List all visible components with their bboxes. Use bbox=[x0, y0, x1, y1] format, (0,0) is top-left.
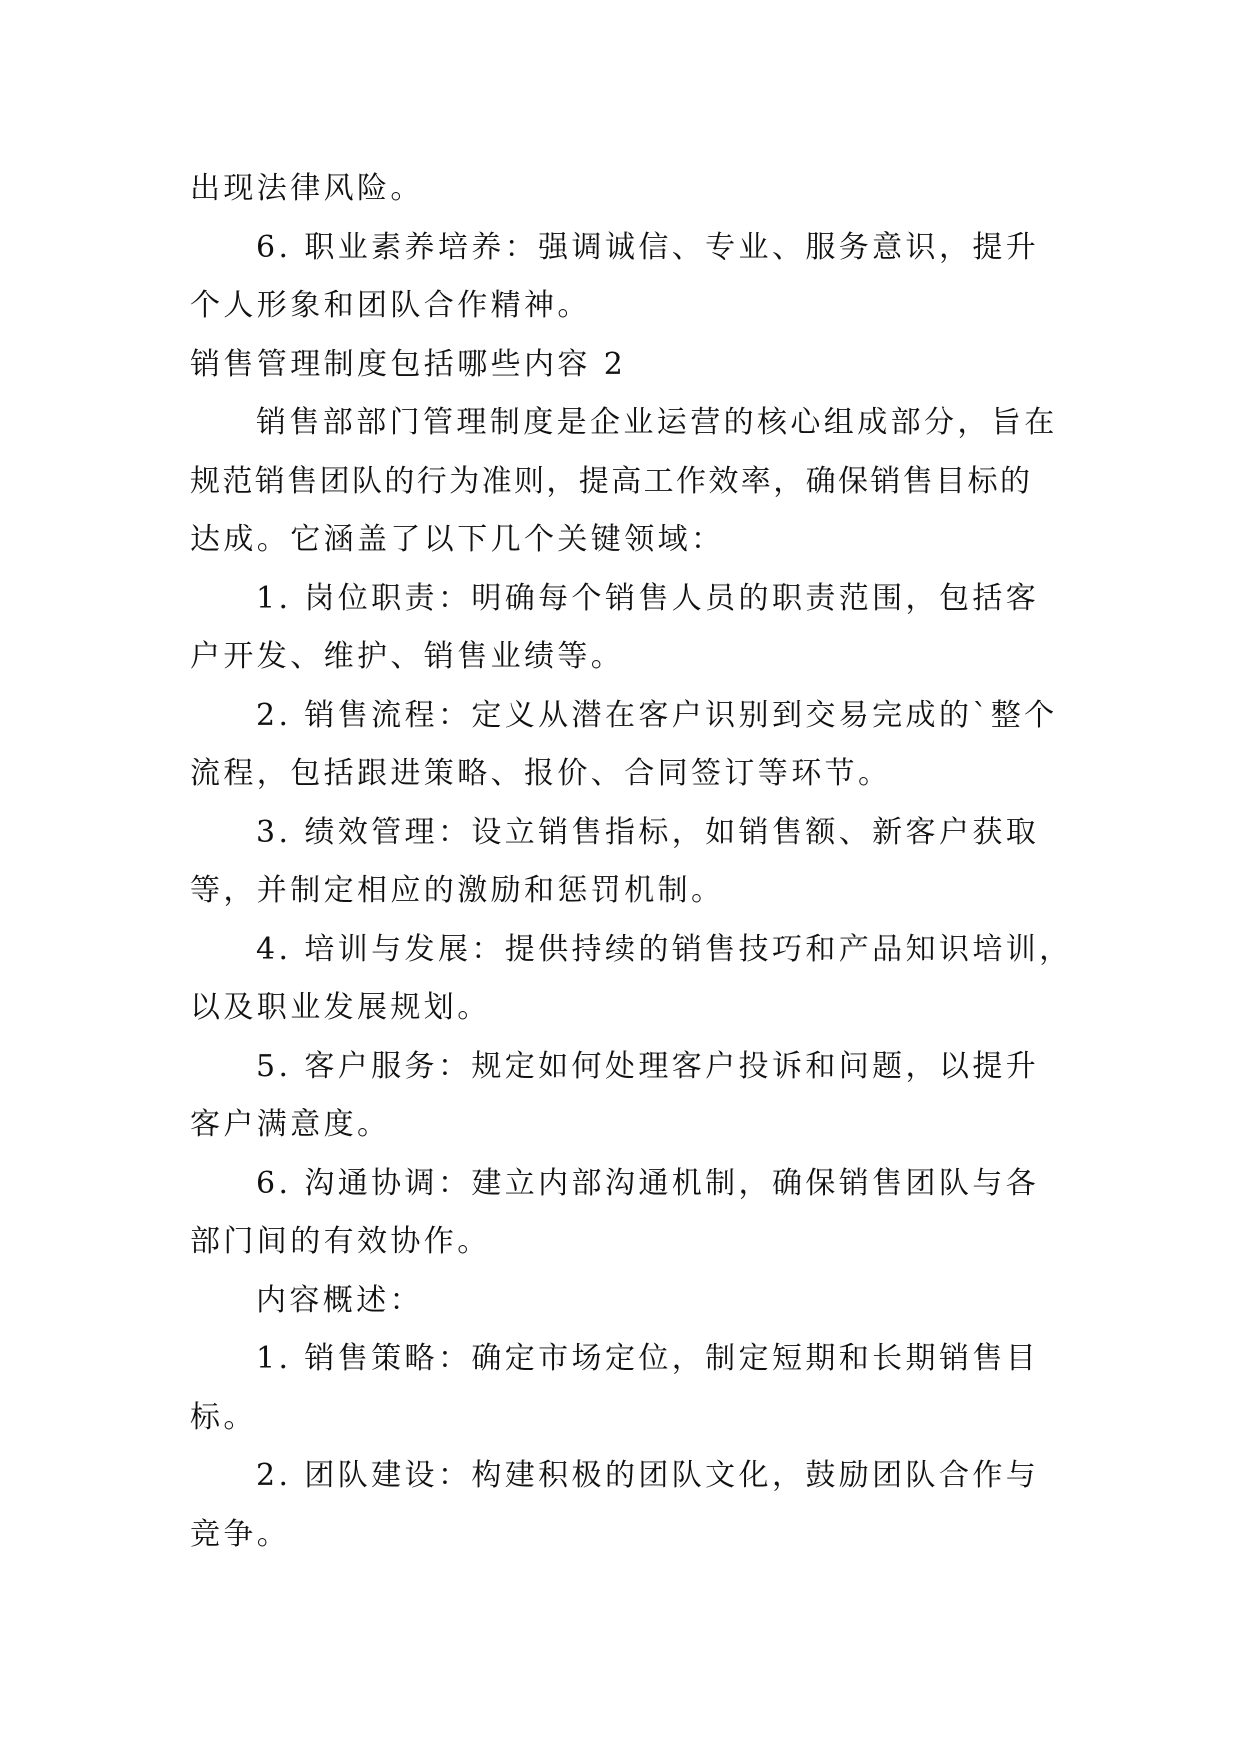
text-line: 以及职业发展规划。 bbox=[190, 990, 491, 1025]
subheading: 内容概述： bbox=[256, 1282, 423, 1318]
text-line: 户开发、维护、销售业绩等。 bbox=[190, 639, 625, 674]
text-line: 2. 团队建设：构建积极的团队文化，鼓励团队合作与 bbox=[256, 1458, 1040, 1493]
text-line: 1. 销售策略：确定市场定位，制定短期和长期销售目 bbox=[256, 1341, 1040, 1376]
text-line: 部门间的有效协作。 bbox=[190, 1224, 491, 1259]
text-line: 竞争。 bbox=[190, 1516, 291, 1552]
section-heading: 销售管理制度包括哪些内容 2 bbox=[190, 346, 627, 382]
document-page bbox=[190, 160, 1073, 1564]
text-line: 流程，包括跟进策略、报价、合同签订等环节。 bbox=[190, 756, 892, 791]
text-line: 等，并制定相应的激励和惩罚机制。 bbox=[190, 873, 725, 908]
text-line: 出现法律风险。 bbox=[190, 171, 424, 206]
text-line: 销售部部门管理制度是企业运营的核心组成部分，旨在 bbox=[256, 405, 1058, 440]
text-line: 6. 沟通协调：建立内部沟通机制，确保销售团队与各 bbox=[256, 1165, 1040, 1201]
text-line: 2. 销售流程：定义从潜在客户识别到交易完成的`整个 bbox=[256, 697, 1058, 733]
text-line: 3. 绩效管理：设立销售指标，如销售额、新客户获取 bbox=[256, 814, 1040, 850]
text-line: 6. 职业素养培养：强调诚信、专业、服务意识，提升 bbox=[256, 229, 1040, 265]
text-line: 标。 bbox=[190, 1399, 257, 1435]
text-line: 5. 客户服务：规定如何处理客户投诉和问题，以提升 bbox=[256, 1048, 1040, 1084]
text-line: 规范销售团队的行为准则，提高工作效率，确保销售目标的 bbox=[190, 463, 1033, 499]
text-line: 4. 培训与发展：提供持续的销售技巧和产品知识培训， bbox=[256, 931, 1073, 967]
text-line: 客户满意度。 bbox=[190, 1107, 391, 1142]
text-line: 达成。它涵盖了以下几个关键领域： bbox=[190, 522, 725, 557]
text-line: 1. 岗位职责：明确每个销售人员的职责范围，包括客 bbox=[256, 580, 1040, 616]
text-line: 个人形象和团队合作精神。 bbox=[190, 288, 591, 323]
